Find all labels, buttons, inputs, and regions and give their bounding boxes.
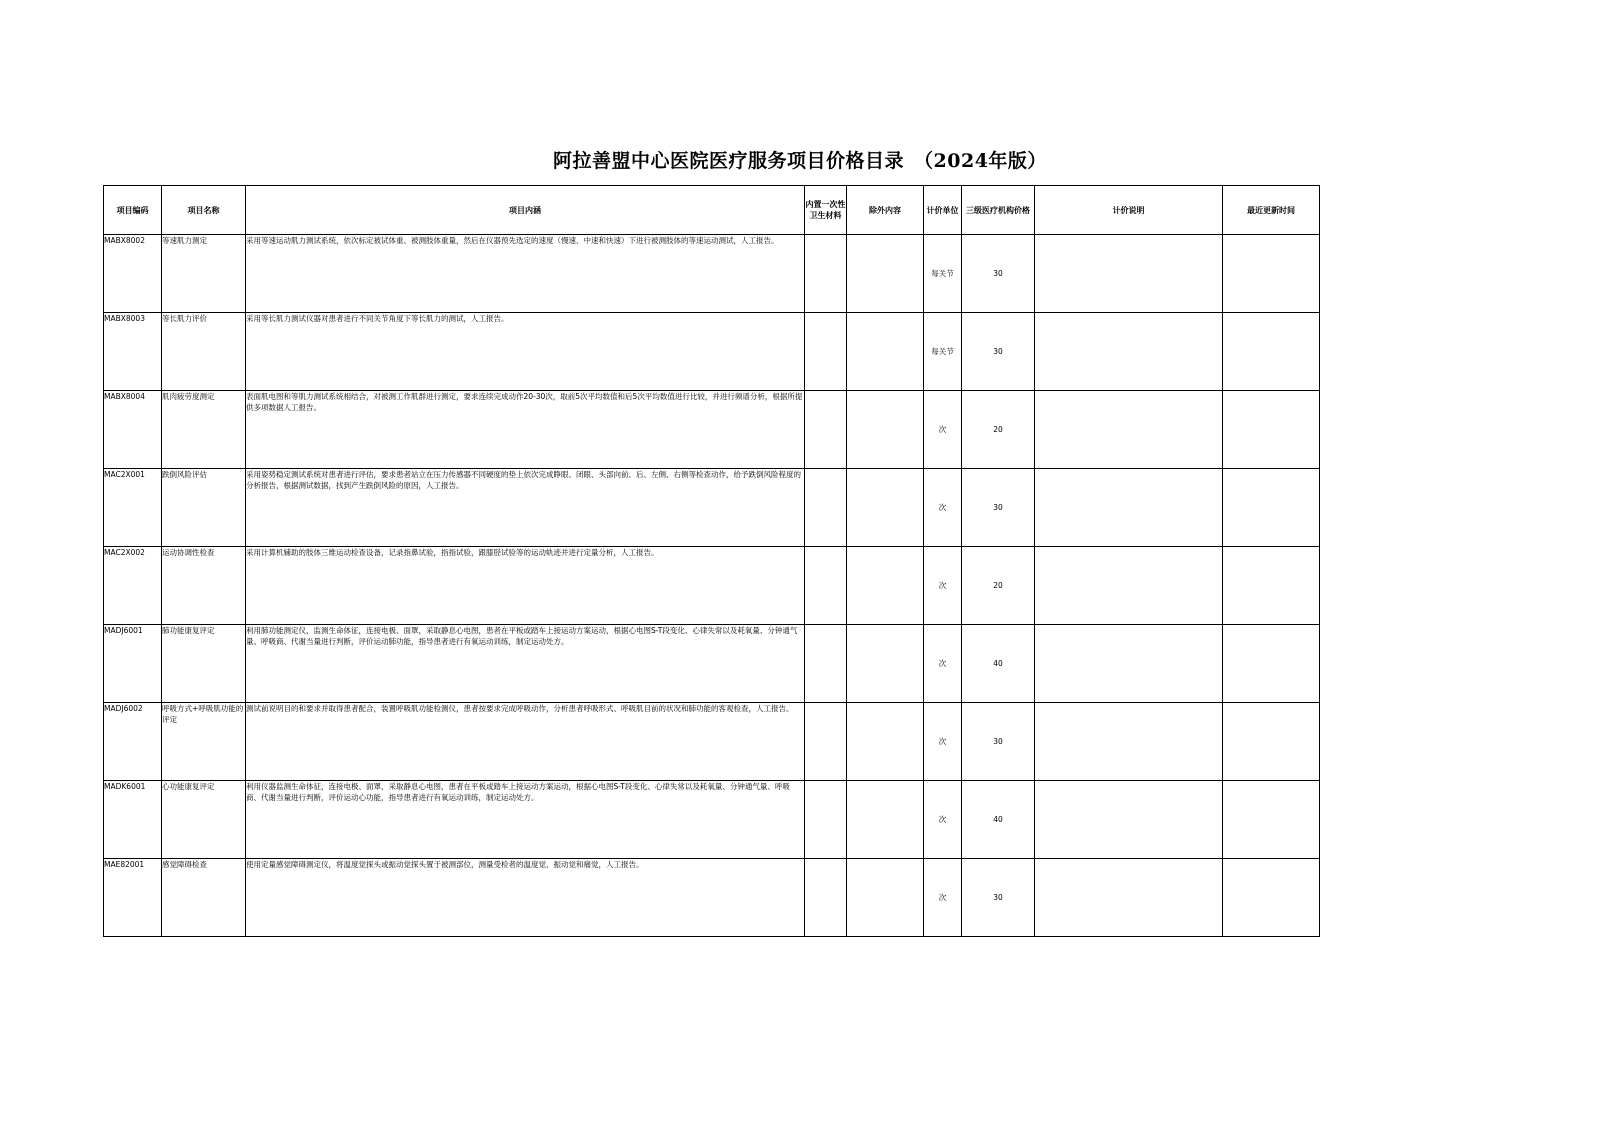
cell-note [1035,703,1223,781]
cell-consumables [805,859,847,937]
cell-excluded [847,859,924,937]
header-updated: 最近更新时间 [1223,186,1320,235]
cell-note [1035,859,1223,937]
table-row [104,313,1320,391]
cell-consumables [805,625,847,703]
cell-updated [1223,703,1320,781]
cell-price: 20 [962,547,1035,625]
cell-excluded [847,781,924,859]
cell-unit: 次 [924,859,962,937]
cell-price: 40 [962,781,1035,859]
cell-note [1035,313,1223,391]
price-table [103,185,1320,937]
page-title: 阿拉善盟中心医院医疗服务项目价格目录 （2024年版） [553,150,1047,172]
cell-excluded [847,235,924,313]
table-row [104,469,1320,547]
cell-code: MABX8003 [104,313,162,391]
cell-name: 肺功能康复评定 [162,625,246,703]
cell-unit: 次 [924,391,962,469]
cell-note [1035,391,1223,469]
cell-updated [1223,313,1320,391]
cell-consumables [805,235,847,313]
cell-consumables [805,469,847,547]
cell-note [1035,235,1223,313]
cell-content: 采用等长肌力测试仪器对患者进行不同关节角度下等长肌力的测试，人工报告。 [246,313,805,391]
cell-code: MADK6001 [104,781,162,859]
cell-updated [1223,547,1320,625]
cell-excluded [847,469,924,547]
cell-consumables [805,781,847,859]
cell-content: 利用仪器监测生命体征，连接电极、面罩，采取静息心电图，患者在平板或踏车上接运动方案运动，根据心电图S-T段变化、心律失常以及耗氧量、分钟通气量、呼吸商、代谢当量进行判断，评价运动心功能，指导患者进行有氧运动训练，制定运动处方。 [246,781,805,859]
cell-code: MAC2X002 [104,547,162,625]
cell-price: 30 [962,703,1035,781]
cell-content: 测试前说明目的和要求并取得患者配合，装置呼吸肌功能检测仪，患者按要求完成呼吸动作，分析患者呼吸形式、呼吸肌目前的状况和肺功能的客观检查，人工报告。 [246,703,805,781]
cell-code: MABX8002 [104,235,162,313]
cell-name: 运动协调性检查 [162,547,246,625]
cell-excluded [847,625,924,703]
table-body [104,235,1320,937]
cell-consumables [805,391,847,469]
cell-name: 跌倒风险评估 [162,469,246,547]
cell-content: 利用肺功能测定仪，监测生命体征，连接电极、面罩，采取静息心电图，患者在平板或踏车上接运动方案运动，根据心电图S-T段变化、心律失常以及耗氧量、分钟通气量、呼吸商、代谢当量进行判断，评价运动肺功能，指导患者进行有氧运动训练，制定运动处方。 [246,625,805,703]
cell-updated [1223,235,1320,313]
cell-unit: 次 [924,469,962,547]
cell-unit: 每关节 [924,235,962,313]
cell-code: MAC2X001 [104,469,162,547]
cell-price: 30 [962,859,1035,937]
cell-unit: 次 [924,547,962,625]
cell-name: 等长肌力评价 [162,313,246,391]
header-unit: 计价单位 [924,186,962,235]
cell-excluded [847,391,924,469]
table-row [104,547,1320,625]
cell-content: 使用定量感觉障碍测定仪，将温度觉探头或振动觉探头置于被测部位，测量受检者的温度觉、振动觉和痛觉，人工报告。 [246,859,805,937]
header-price: 三级医疗机构价格 [962,186,1035,235]
cell-price: 40 [962,625,1035,703]
header-note: 计价说明 [1035,186,1223,235]
cell-excluded [847,313,924,391]
cell-name: 等速肌力测定 [162,235,246,313]
header-excluded: 除外内容 [847,186,924,235]
cell-code: MAE82001 [104,859,162,937]
cell-updated [1223,625,1320,703]
table-row [104,781,1320,859]
cell-name: 呼吸方式+呼吸肌功能的评定 [162,703,246,781]
cell-content: 采用计算机辅助的肢体三维运动检查设备，记录指鼻试验，指指试验，跟膝胫试验等的运动轨迹并进行定量分析，人工报告。 [246,547,805,625]
header-name: 项目名称 [162,186,246,235]
table-header-row [104,186,1320,235]
cell-updated [1223,469,1320,547]
cell-unit: 次 [924,703,962,781]
cell-code: MADJ6002 [104,703,162,781]
cell-content: 采用等速运动肌力测试系统，依次标定被试体重、被测肢体重量，然后在仪器预先选定的速度（慢速、中速和快速）下进行被测肢体的等速运动测试，人工报告。 [246,235,805,313]
cell-unit: 次 [924,781,962,859]
cell-consumables [805,547,847,625]
cell-updated [1223,391,1320,469]
cell-code: MADJ6001 [104,625,162,703]
cell-price: 30 [962,235,1035,313]
table-row [104,391,1320,469]
cell-price: 30 [962,469,1035,547]
cell-note [1035,469,1223,547]
cell-unit: 次 [924,625,962,703]
cell-name: 感觉障碍检查 [162,859,246,937]
cell-name: 心功能康复评定 [162,781,246,859]
cell-consumables [805,703,847,781]
header-consumables: 内置一次性卫生材料 [805,186,847,235]
cell-updated [1223,781,1320,859]
cell-code: MABX8004 [104,391,162,469]
table-row [104,235,1320,313]
cell-name: 肌肉疲劳度测定 [162,391,246,469]
table-row [104,859,1320,937]
cell-consumables [805,313,847,391]
table-row [104,703,1320,781]
cell-excluded [847,547,924,625]
table-row [104,625,1320,703]
header-content: 项目内涵 [246,186,805,235]
cell-unit: 每关节 [924,313,962,391]
cell-content: 采用姿势稳定测试系统对患者进行评估，要求患者站立在压力传感器不同硬度的垫上依次完成睁眼、闭眼、头部向前、后、左侧、右侧等检查动作，给予跌倒风险程度的分析报告，根据测试数据，找到产生跌倒风险的原因，人工报告。 [246,469,805,547]
cell-price: 20 [962,391,1035,469]
header-code: 项目编码 [104,186,162,235]
cell-content: 表面肌电图和等肌力测试系统相结合，对被测工作肌群进行测定，要求连续完成动作20-30次，取前5次平均数值和后5次平均数值进行比较，并进行频谱分析，根据所提供多项数据人工报告。 [246,391,805,469]
cell-updated [1223,859,1320,937]
cell-note [1035,547,1223,625]
cell-note [1035,781,1223,859]
cell-note [1035,625,1223,703]
cell-price: 30 [962,313,1035,391]
cell-excluded [847,703,924,781]
